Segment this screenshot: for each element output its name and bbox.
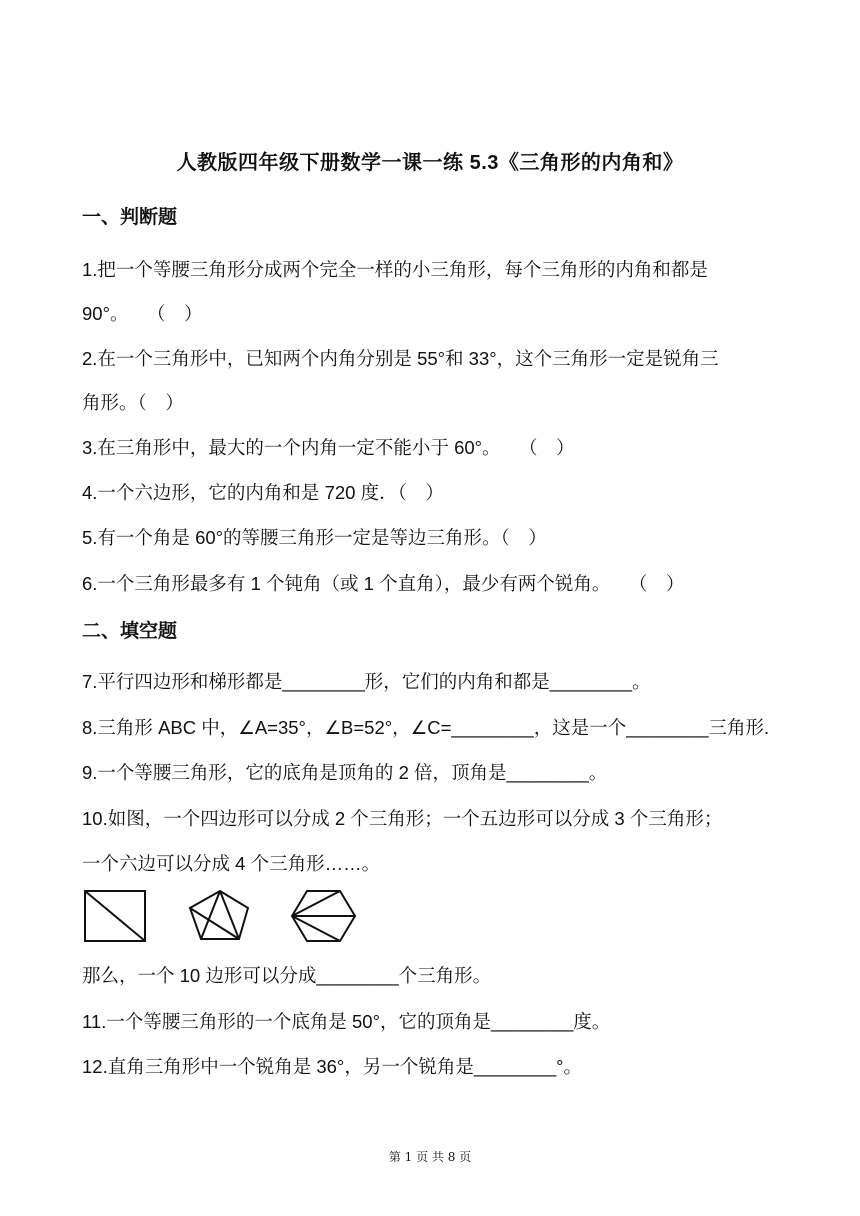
- question-4: 4.一个六边形，它的内角和是 720 度．（ ）: [82, 482, 444, 503]
- section-heading-fill-in: 二、填空题: [82, 621, 178, 642]
- question-1-line-2: 90°。 （ ）: [82, 303, 203, 324]
- pentagon-figure: [190, 891, 248, 939]
- hexagon-figure: [292, 891, 355, 941]
- question-2-line-2: 角形。（ ）: [82, 392, 184, 413]
- question-5: 5.有一个角是 60°的等腰三角形一定是等边三角形。（ ）: [82, 527, 547, 548]
- question-10-line-3: 那么，一个 10 边形可以分成________个三角形。: [82, 965, 492, 986]
- question-9: 9.一个等腰三角形，它的底角是顶角的 2 倍，顶角是________。: [82, 762, 608, 783]
- question-10-line-1: 10.如图，一个四边形可以分成 2 个三角形；一个五边形可以分成 3 个三角形；: [82, 808, 723, 829]
- section-heading-judgement: 一、判断题: [82, 207, 178, 228]
- question-8: 8.三角形 ABC 中，∠A=35°，∠B=52°，∠C=________，这是一个________三角形.: [82, 717, 770, 738]
- document-title: 人教版四年级下册数学一课一练 5.3《三角形的内角和》: [176, 152, 684, 174]
- question-3: 3.在三角形中，最大的一个内角一定不能小于 60°。 （ ）: [82, 437, 575, 458]
- question-2-line-1: 2.在一个三角形中，已知两个内角分别是 55°和 33°，这个三角形一定是锐角三: [82, 348, 719, 369]
- polygon-division-figures: [82, 888, 382, 944]
- question-6: 6.一个三角形最多有 1 个钝角（或 1 个直角），最少有两个锐角。 （ ）: [82, 573, 685, 594]
- page-number-footer: 第 1 页 共 8 页: [388, 1150, 472, 1164]
- question-1-line-1: 1.把一个等腰三角形分成两个完全一样的小三角形，每个三角形的内角和都是: [82, 259, 708, 280]
- question-7: 7.平行四边形和梯形都是________形，它们的内角和都是________。: [82, 671, 651, 692]
- quadrilateral-figure: [85, 891, 145, 941]
- question-11: 11.一个等腰三角形的一个底角是 50°，它的顶角是________度。: [82, 1011, 611, 1032]
- question-10-line-2: 一个六边可以分成 4 个三角形……。: [82, 853, 381, 874]
- question-12: 12.直角三角形中一个锐角是 36°，另一个锐角是________°。: [82, 1056, 583, 1077]
